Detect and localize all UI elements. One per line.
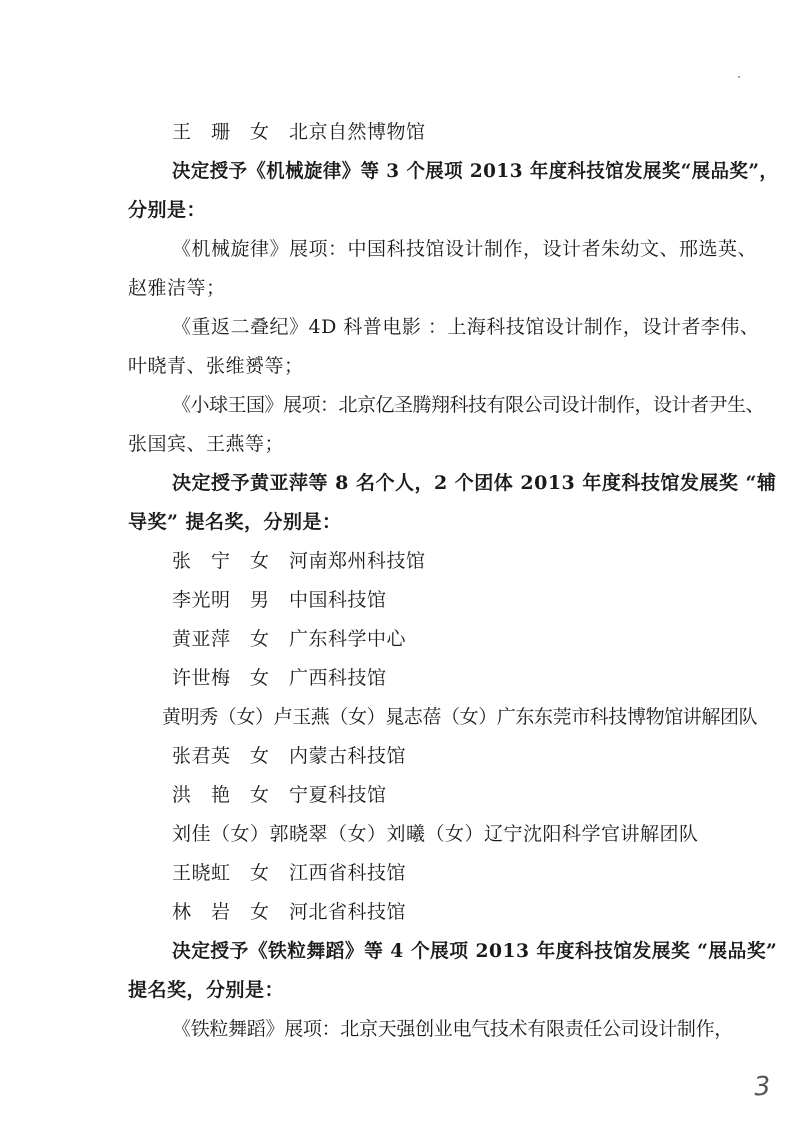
exhibit-item-2-line2: 叶晓青、张维赟等；: [128, 355, 304, 377]
nominee-entry: 洪 艳 女 宁夏科技馆: [172, 784, 387, 806]
nominee-team-entry: 黄明秀（女）卢玉燕（女）晁志蓓（女）广东东莞市科技博物馆讲解团队: [162, 706, 758, 728]
nominee-entry: 王晓虹 女 江西省科技馆: [172, 862, 407, 884]
nominee-team-entry: 刘佳（女）郭晓翠（女）刘曦（女）辽宁沈阳科学官讲解团队: [172, 823, 699, 845]
scan-speck: [738, 76, 740, 78]
guide-nomination-decision-line1: 决定授予黄亚萍等 8 名个人，2 个团体 2013 年度科技馆发展奖 “辅: [172, 472, 777, 494]
exhibit-nomination-item-1-line1: 《铁粒舞蹈》展项：北京天强创业电气技术有限责任公司设计制作，: [172, 1018, 734, 1040]
exhibit-nomination-decision-line2: 提名奖，分别是：: [128, 979, 285, 1001]
exhibit-item-2-line1: 《重返二叠纪》4D 科普电影 ：上海科技馆设计制作，设计者李伟、: [172, 316, 760, 338]
exhibit-item-1-line1: 《机械旋律》展项：中国科技馆设计制作，设计者朱幼文、邢选英、: [172, 238, 758, 260]
nominee-entry: 张 宁 女 河南郑州科技馆: [172, 550, 426, 572]
exhibit-item-3-line2: 张国宾、王燕等；: [128, 433, 285, 455]
exhibit-item-1-line2: 赵雅洁等；: [128, 277, 226, 299]
nominee-entry: 林 岩 女 河北省科技馆: [172, 901, 407, 923]
exhibit-nomination-decision-line1: 决定授予《铁粒舞蹈》等 4 个展项 2013 年度科技馆发展奖 “展品奖”: [172, 940, 778, 962]
page-number: 3: [752, 1071, 772, 1103]
winner-line-wang-shan: 王 珊 女 北京自然博物馆: [172, 121, 426, 143]
nominee-entry: 许世梅 女 广西科技馆: [172, 667, 387, 689]
nominee-entry: 黄亚萍 女 广东科学中心: [172, 628, 407, 650]
exhibit-award-decision-line1: 决定授予《机械旋律》等 3 个展项 2013 年度科技馆发展奖“展品奖”，: [172, 160, 779, 182]
exhibit-award-decision-line2: 分别是：: [128, 199, 207, 221]
exhibit-item-3-line1: 《小球王国》展项：北京亿圣腾翔科技有限公司设计制作，设计者尹生、: [172, 394, 765, 416]
guide-nomination-decision-line2: 导奖” 提名奖，分别是：: [128, 511, 342, 533]
nominee-entry: 张君英 女 内蒙古科技馆: [172, 745, 407, 767]
nominee-entry: 李光明 男 中国科技馆: [172, 589, 387, 611]
